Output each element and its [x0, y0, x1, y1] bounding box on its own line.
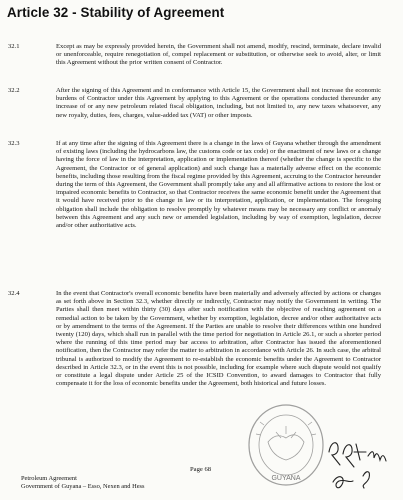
official-seal-stamp	[246, 402, 326, 488]
footer	[21, 475, 145, 491]
section-number: 32.1	[8, 43, 20, 50]
section-number: 32.3	[8, 140, 20, 147]
section-text: Except as may be expressly provided herein, the Government shall not amend, modify, rescind, terminate, declare invalid or unenforceable, require renegotiation of, compel replacement or substitution, or otherwise seek to avoid, alter, or limit this Agreement without the prior written consent of Contractor.	[56, 43, 381, 67]
section-number: 32.4	[8, 290, 20, 297]
section-text: If at any time after the signing of this Agreement there is a change in the laws of Guyana whether through the amendment of existing laws (including the hydrocarbons law, the customs code or tax code) or the enactment of new laws or a change having the force of law in the interpretation, application or implementation thereof (whether the change is specific to the Agreement, the Contractor or of general application) and such change has a materially adverse effect on the economic benefits, including those resulting from the fiscal regime provided by this Agreement, accruing to the Contractor hereunder during the term of this Agreement, the Government shall promptly take any and all affirmative actions to restore the lost or impaired economic benefits to Contractor, so that Contractor receives the same economic benefit under the Agreement that it would have received prior to the change in law or its interpretation, application, or implementation. The foregoing obligation shall include the obligation to resolve promptly by whatever means may be necessary any conflict or anomaly between this Agreement and any such new or amended legislation, including by way of exemption, legislation, decree and/or other authoritative acts.	[56, 140, 381, 230]
section-text: In the event that Contractor's overall economic benefits have been materially and adversely affected by actions or changes as set forth above in Section 32.3, whether directly or indirectly, Contractor may notify the Government in writing. The Parties shall then meet within thirty (30) days after such notification with the objective of reaching agreement on a remedial action to be taken by the Government, whether by exemption, legislation, decree and/or other authoritative acts or by amendment to the terms of the Agreement. If the Parties are unable to resolve their differences within one hundred twenty (120) days, which shall run in parallel with the time period for negotiation in Article 26.1, or such a shorter period where the running of this time period may bar access to arbitration, after Contractor has issued the aforementioned notification, then the Contractor may refer the matter to arbitration in accordance with Article 26. In such case, the arbitral tribunal is authorized to modify the Agreement to re-establish the economic benefits under the Agreement to Contractor described in Article 32.3, or in the event this is not possible, including for example where such dispute would not qualify or constitute a legal dispute under Article 25 of the ICSID Convention, to award damages to Contractor that fully compensate it for the loss of economic benefits under the Agreement, both historical and future losses.	[56, 290, 381, 388]
seal-text: GUYANA	[271, 475, 301, 482]
page-number: Page 68	[190, 466, 212, 473]
section-number: 32.2	[8, 87, 20, 94]
section-text: After the signing of this Agreement and in conformance with Article 15, the Government shall not increase the economic burdens of Contractor under this Agreement by applying to this Agreement or the operations conducted thereunder any increase of or any new petroleum related fiscal obligation, including, but not limited to, any new taxes whatsoever, any new royalty, duties, fees, charges, value-added tax (VAT) or other imposts.	[56, 87, 381, 119]
footer-line-1: Petroleum Agreement	[21, 475, 77, 482]
footer-line-2: Government of Guyana – Esso, Nexen and Hess	[21, 483, 145, 490]
article-title: Article 32 - Stability of Agreement	[7, 5, 225, 20]
handwritten-signatures	[323, 432, 393, 494]
